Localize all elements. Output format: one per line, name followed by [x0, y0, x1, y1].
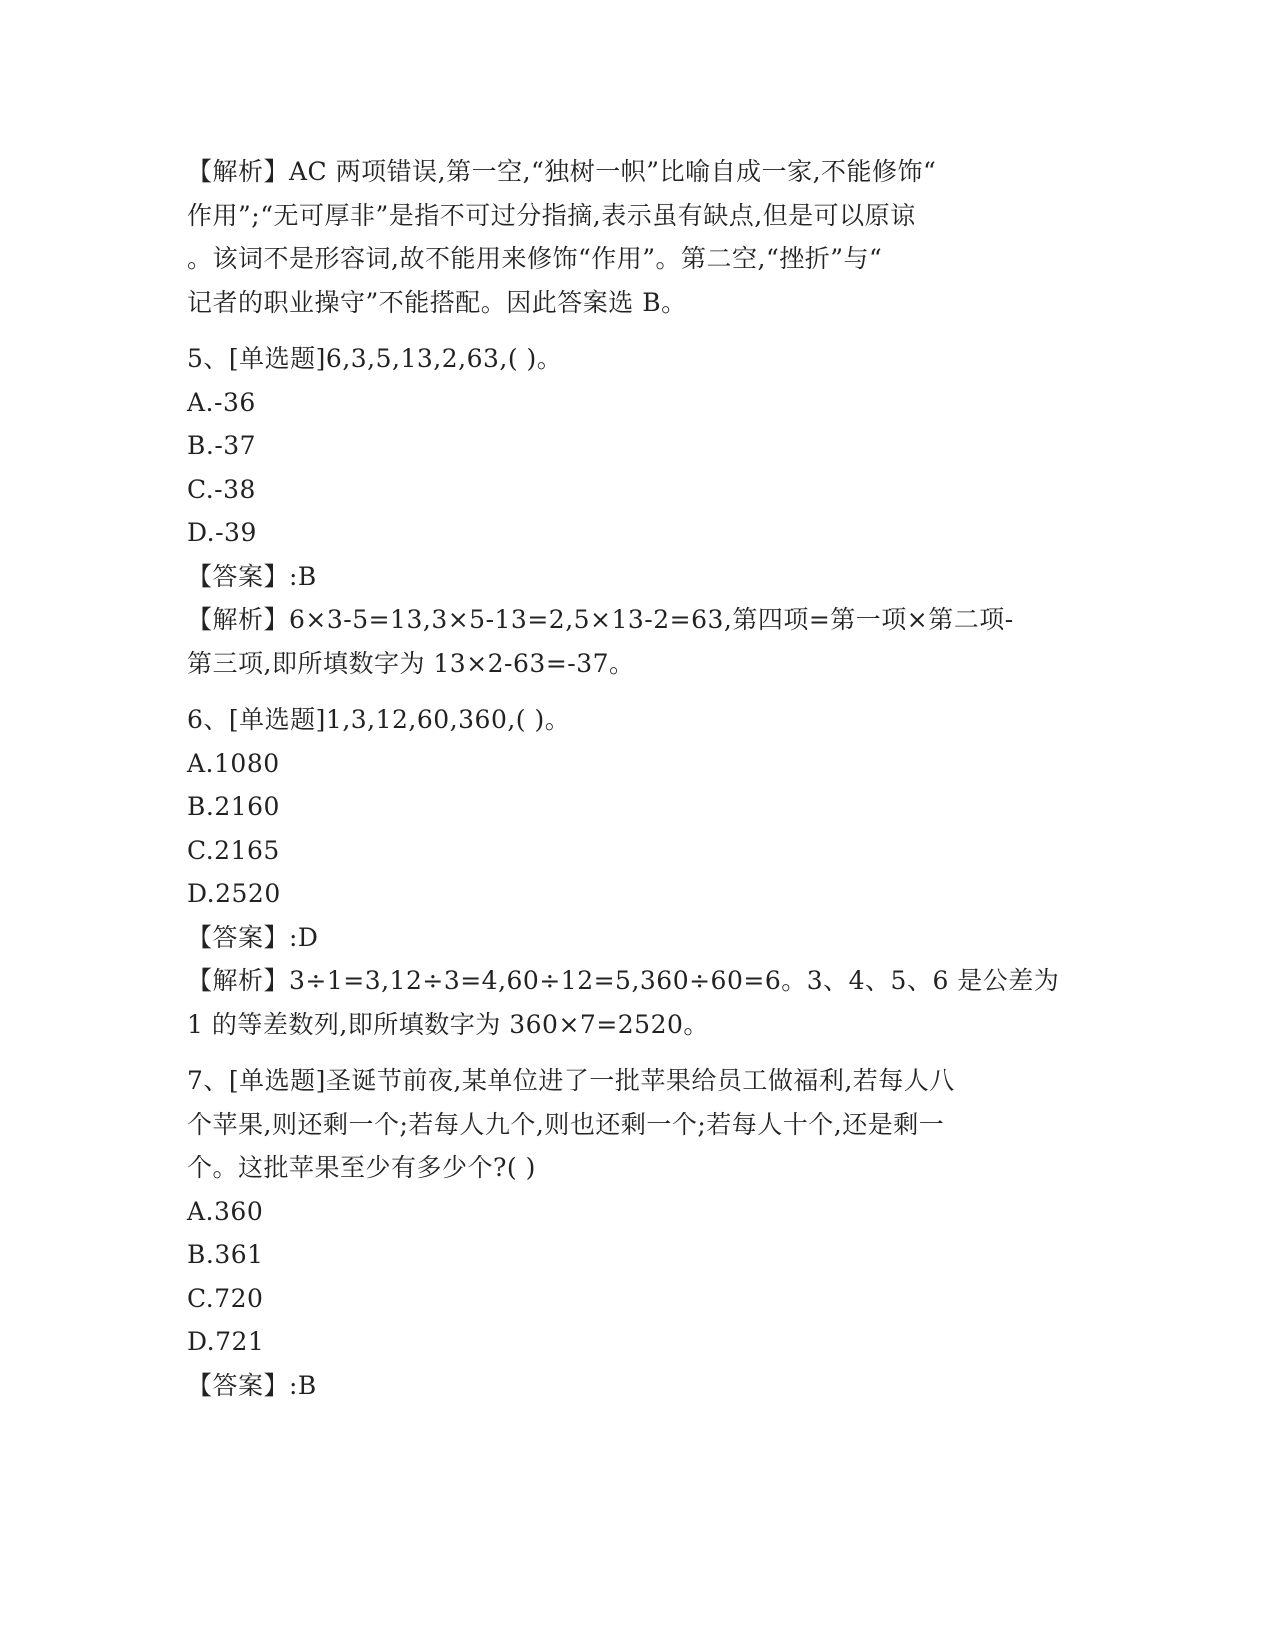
- analysis-line: 【解析】6×3-5=13,3×5-13=2,5×13-2=63,第四项=第一项×第二项-: [187, 605, 1014, 634]
- answer: 【答案】:B: [187, 1370, 317, 1400]
- analysis-line: 【解析】AC 两项错误,第一空,“独树一帜”比喻自成一家,不能修饰“: [187, 157, 937, 186]
- option-a: A.-36: [187, 387, 256, 417]
- analysis-line: 1 的等差数列,即所填数字为 360×7=2520。: [187, 1009, 709, 1039]
- question-stem: 7、[单选题]圣诞节前夜,某单位进了一批苹果给员工做福利,若每人八: [187, 1066, 955, 1095]
- option-a: A.360: [187, 1196, 264, 1226]
- analysis-line: 第三项,即所填数字为 13×2-63=-37。: [187, 648, 635, 678]
- question-5: [187, 337, 1087, 685]
- analysis-line: 。该词不是形容词,故不能用来修饰“作用”。第二空,“挫折”与“: [187, 244, 883, 273]
- analysis-line: 记者的职业操守”不能搭配。因此答案选 B。: [187, 287, 687, 317]
- option-c: C.720: [187, 1283, 264, 1313]
- option-c: C.2165: [187, 835, 280, 865]
- document-page: [187, 150, 1087, 1407]
- option-d: D.-39: [187, 518, 257, 547]
- answer: 【答案】:D: [187, 922, 319, 952]
- question-stem: 6、[单选题]1,3,12,60,360,( )。: [187, 705, 571, 734]
- question-6: [187, 698, 1087, 1046]
- analysis-line: 作用”;“无可厚非”是指不可过分指摘,表示虽有缺点,但是可以原谅: [187, 200, 916, 230]
- option-b: B.2160: [187, 792, 280, 821]
- option-c: C.-38: [187, 474, 256, 504]
- question-stem: 个。这批苹果至少有多少个?( ): [187, 1153, 536, 1182]
- option-a: A.1080: [187, 748, 280, 778]
- option-b: B.-37: [187, 431, 257, 460]
- intro-analysis: [187, 150, 1087, 324]
- analysis-line: 【解析】3÷1=3,12÷3=4,60÷12=5,360÷60=6。3、4、5、6 是公差为: [187, 966, 1060, 995]
- question-stem: 5、[单选题]6,3,5,13,2,63,( )。: [187, 344, 563, 373]
- option-b: B.361: [187, 1240, 264, 1269]
- answer: 【答案】:B: [187, 561, 317, 591]
- question-7: [187, 1059, 1087, 1407]
- question-stem: 个苹果,则还剩一个;若每人九个,则也还剩一个;若每人十个,还是剩一: [187, 1109, 945, 1139]
- option-d: D.721: [187, 1327, 265, 1356]
- option-d: D.2520: [187, 879, 281, 908]
